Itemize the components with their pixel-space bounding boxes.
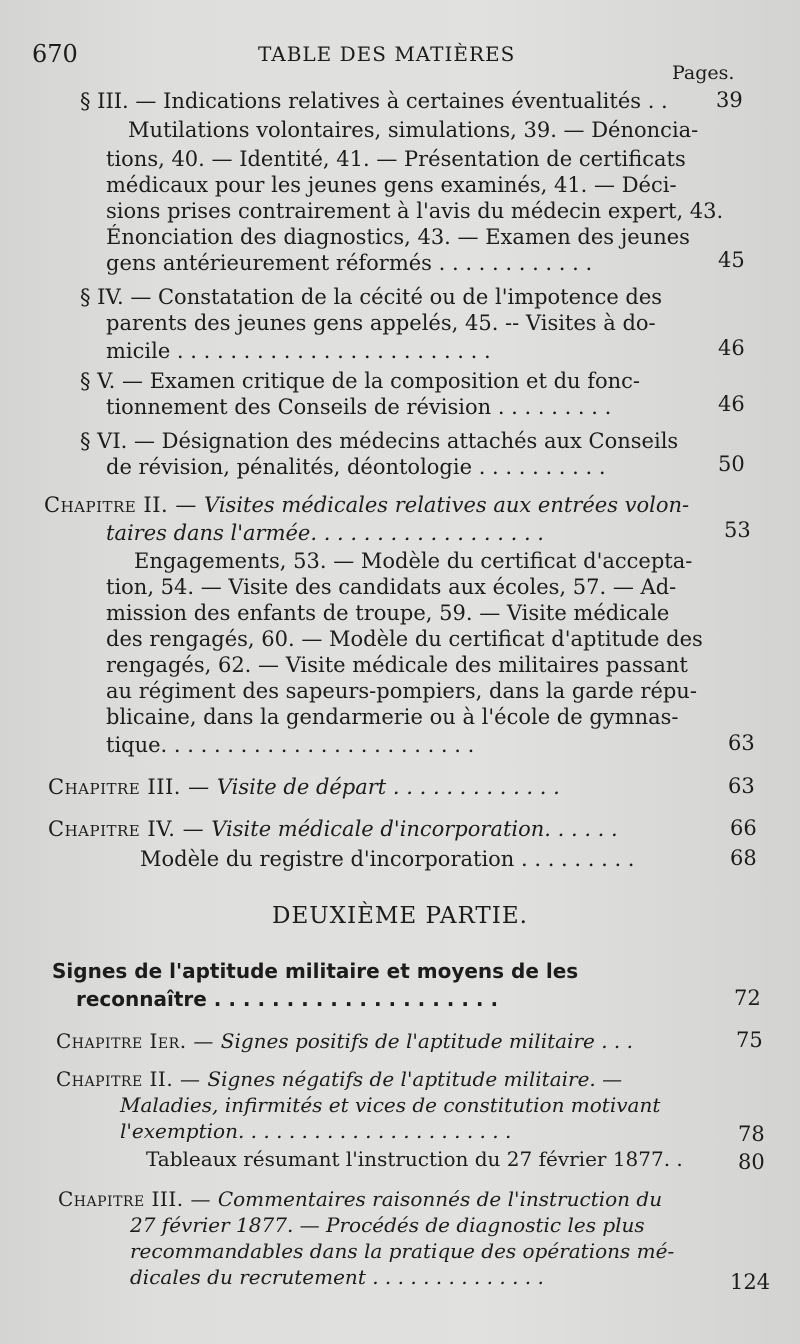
toc-page-number: 50: [718, 452, 745, 476]
chapter-title: Commentaires raisonnés de l'instruction du: [217, 1187, 663, 1211]
toc-page-number: 78: [738, 1122, 765, 1146]
toc-line: Mutilations volontaires, simulations, 39. — Dénoncia-: [128, 118, 699, 142]
toc-page-number: 72: [734, 986, 761, 1010]
toc-page-number: 68: [730, 846, 757, 870]
toc-page-number: 39: [716, 88, 743, 112]
toc-page-number: 124: [730, 1270, 771, 1294]
toc-page-number: 80: [738, 1150, 765, 1174]
toc-line: [48, 774, 560, 800]
chapter-title: Signes positifs de l'aptitude militaire . . .: [220, 1029, 633, 1053]
toc-line: micile . . . . . . . . . . . . . . . . . . . . . . . .: [106, 339, 491, 363]
chapter-label: Chapitre II. —: [44, 493, 205, 517]
chapter-title: Visites médicales relatives aux entrées volon-: [204, 493, 690, 517]
toc-line: [58, 1186, 662, 1212]
toc-page-number: 75: [736, 1028, 763, 1052]
chapter-title: Signes négatifs de l'aptitude militaire. —: [207, 1067, 623, 1091]
toc-page-number: 53: [724, 518, 751, 542]
toc-line: § VI. — Désignation des médecins attachés aux Conseils: [80, 429, 679, 453]
page-number: 670: [32, 40, 78, 68]
toc-line: sions prises contrairement à l'avis du médecin expert, 43.: [106, 199, 724, 223]
toc-line: Engagements, 53. — Modèle du certificat d'accepta-: [134, 549, 693, 573]
chapter-label: Chapitre III. —: [58, 1187, 218, 1211]
toc-line: blicaine, dans la gendarmerie ou à l'école de gymnas-: [106, 705, 679, 729]
chapter-title-continued: taires dans l'armée. . . . . . . . . . . . . . . . . .: [106, 521, 544, 545]
toc-line: au régiment des sapeurs-pompiers, dans la garde répu-: [106, 679, 697, 703]
chapter-label: Chapitre II. —: [56, 1067, 208, 1091]
toc-line: gens antérieurement réformés . . . . . . . . . . . .: [106, 251, 593, 275]
part-heading: Signes de l'aptitude militaire et moyens de les: [52, 959, 579, 983]
chapter-title-continued: l'exemption. . . . . . . . . . . . . . . . . . . . . .: [120, 1119, 512, 1143]
toc-line: tion, 54. — Visite des candidats aux écoles, 57. — Ad-: [106, 575, 677, 599]
toc-line: [56, 1066, 622, 1092]
toc-line: [48, 816, 618, 842]
chapter-title: Visite de départ . . . . . . . . . . . . .: [216, 775, 560, 799]
toc-page-number: 46: [718, 392, 745, 416]
toc-line: [56, 1028, 633, 1054]
toc-line: de révision, pénalités, déontologie . . . . . . . . . .: [106, 455, 606, 479]
toc-line: rengagés, 62. — Visite médicale des militaires passant: [106, 653, 688, 677]
toc-line: tique. . . . . . . . . . . . . . . . . . . . . . . .: [106, 733, 475, 757]
chapter-title-continued: Maladies, infirmités et vices de constitution motivant: [120, 1093, 661, 1117]
chapter-title-continued: recommandables dans la pratique des opérations mé-: [130, 1239, 675, 1263]
toc-line: des rengagés, 60. — Modèle du certificat d'aptitude des: [106, 627, 703, 651]
chapter-label: Chapitre Ier. —: [56, 1029, 221, 1053]
toc-line: § III. — Indications relatives à certaines éventualités . .: [80, 89, 668, 113]
toc-line: [44, 492, 689, 518]
chapter-label: Chapitre III. —: [48, 775, 217, 799]
running-title: TABLE DES MATIÈRES: [258, 42, 516, 66]
toc-page-number: 45: [718, 248, 745, 272]
toc-line: Modèle du registre d'incorporation . . . . . . . . .: [140, 847, 635, 871]
toc-line: tionnement des Conseils de révision . . . . . . . . .: [106, 395, 612, 419]
toc-page-number: 63: [728, 774, 755, 798]
toc-page-number: 46: [718, 336, 745, 360]
pages-column-label: Pages.: [672, 62, 735, 84]
part-heading-continued: reconnaître . . . . . . . . . . . . . . . . . . . .: [76, 987, 499, 1011]
part-title: DEUXIÈME PARTIE.: [272, 903, 528, 929]
chapter-title: Visite médicale d'incorporation. . . . . .: [211, 817, 618, 841]
toc-page-number: 63: [728, 731, 755, 755]
chapter-title-continued: 27 février 1877. — Procédés de diagnostic les plus: [130, 1213, 645, 1237]
toc-line: médicaux pour les jeunes gens examinés, 41. — Déci-: [106, 173, 677, 197]
toc-line: tions, 40. — Identité, 41. — Présentation de certificats: [106, 147, 686, 171]
chapter-label: Chapitre IV. —: [48, 817, 212, 841]
toc-line: § IV. — Constatation de la cécité ou de l'impotence des: [80, 285, 663, 309]
toc-line: mission des enfants de troupe, 59. — Visite médicale: [106, 601, 670, 625]
toc-line: § V. — Examen critique de la composition et du fonc-: [80, 369, 641, 393]
toc-line: Énonciation des diagnostics, 43. — Examen des jeunes: [106, 225, 690, 249]
toc-page-number: 66: [730, 816, 757, 840]
toc-line: parents des jeunes gens appelés, 45. -- Visites à do-: [106, 311, 656, 335]
toc-line: Tableaux résumant l'instruction du 27 février 1877. .: [146, 1147, 683, 1171]
chapter-title-continued: dicales du recrutement . . . . . . . . . . . . . .: [130, 1265, 544, 1289]
